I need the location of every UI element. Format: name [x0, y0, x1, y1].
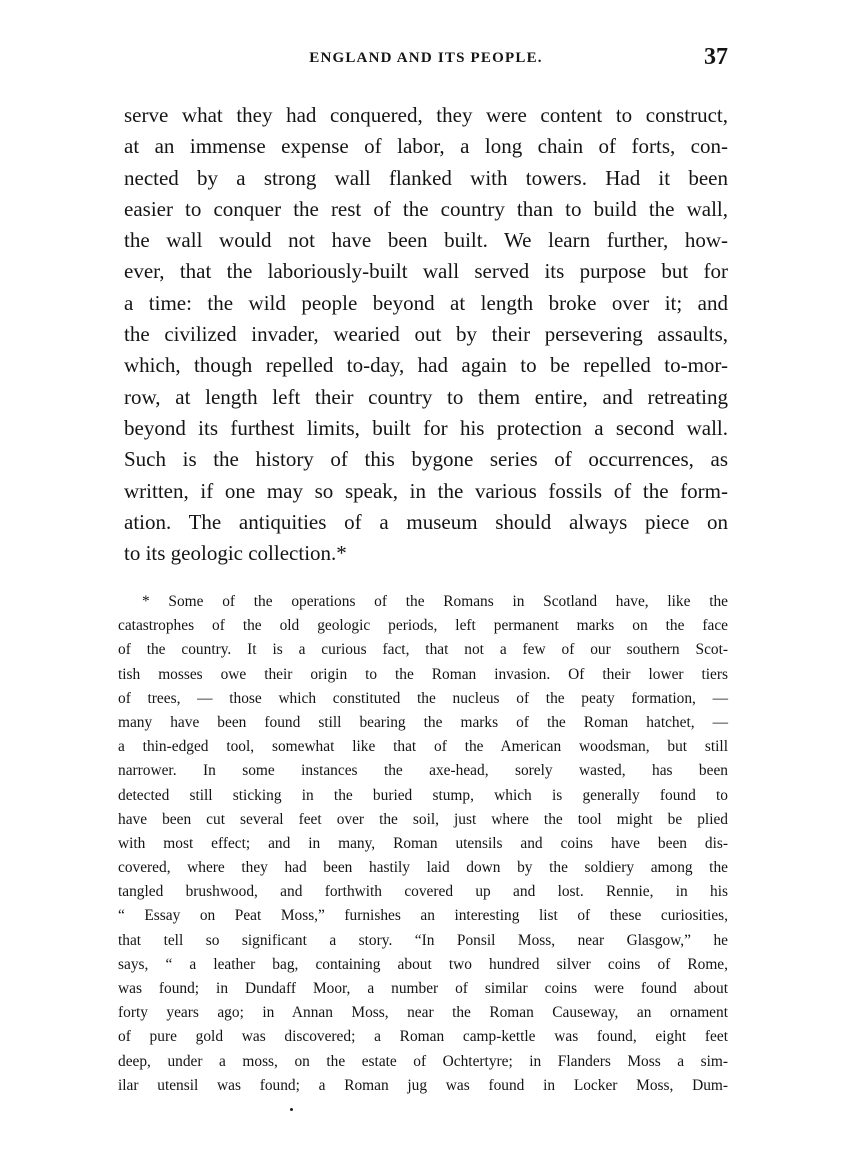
footnote-line: of the country. It is a curious fact, that not a few of our southern Scot- [118, 641, 728, 659]
body-line: Such is the history of this bygone series of occurrences, as [124, 447, 728, 472]
footnote-line: have been cut several feet over the soil, just where the tool might be plied [118, 810, 728, 828]
footnote-line: tangled brushwood, and forthwith covered up and lost. Rennie, in his [118, 883, 728, 901]
body-line: serve what they had conquered, they were content to construct, [124, 103, 728, 127]
body-line: ation. The antiquities of a museum should always piece on [124, 509, 728, 534]
footnote-line: of pure gold was discovered; a Roman camp-kettle was found, eight feet [118, 1028, 728, 1046]
body-line: a time: the wild people beyond at length broke over it; and [124, 290, 728, 315]
footnote-line: “ Essay on Peat Moss,” furnishes an interesting list of these curiosities, [118, 907, 728, 925]
body-line: row, at length left their country to them entire, and retreating [124, 384, 728, 409]
running-header [124, 44, 728, 74]
footnote-line: detected still sticking in the buried stump, which is generally found to [118, 786, 728, 804]
body-line: the wall would not have been built. We learn further, how- [124, 228, 728, 253]
footnote-line: ilar utensil was found; a Roman jug was found in Locker Moss, Dum- [118, 1076, 728, 1094]
body-line: nected by a strong wall flanked with towers. Had it been [124, 165, 728, 190]
body-line: to its geologic collection.* [124, 541, 347, 566]
body-paragraph [124, 100, 728, 569]
footnote-line: catastrophes of the old geologic periods, left permanent marks on the face [118, 617, 728, 635]
footnote-line: covered, where they had been hastily laid down by the soldiery among the [118, 859, 728, 877]
footnote-line: a thin-edged tool, somewhat like that of the American woodsman, but still [118, 738, 728, 756]
footnote-line: deep, under a moss, on the estate of Ochtertyre; in Flanders Moss a sim- [118, 1052, 728, 1070]
footnote-line: says, “ a leather bag, containing about two hundred silver coins of Rome, [118, 955, 728, 973]
footnote-line: tish mosses owe their origin to the Roman invasion. Of their lower tiers [118, 665, 728, 683]
body-line: at an immense expense of labor, a long chain of forts, con- [124, 134, 728, 159]
page-number: 37 [704, 44, 728, 70]
footnote-line: narrower. In some instances the axe-head, sorely wasted, has been [118, 762, 728, 780]
footnote-line: forty years ago; in Annan Moss, near the Roman Causeway, an ornament [118, 1004, 728, 1022]
body-line: easier to conquer the rest of the country than to build the wall, [124, 196, 728, 221]
running-title: ENGLAND AND ITS PEOPLE. [309, 50, 543, 66]
body-line: written, if one may so speak, in the various fossils of the form- [124, 478, 728, 503]
footnote-line: that tell so significant a story. “In Ponsil Moss, near Glasgow,” he [118, 931, 728, 949]
footnote-line: of trees, — those which constituted the nucleus of the peaty formation, — [118, 689, 728, 707]
footnote-line: many have been found still bearing the marks of the Roman hatchet, — [118, 713, 728, 731]
body-line: the civilized invader, wearied out by their persevering assaults, [124, 322, 728, 347]
ink-speck [290, 1108, 293, 1111]
body-line: beyond its furthest limits, built for his protection a second wall. [124, 415, 728, 440]
body-line: which, though repelled to-day, had again to be repelled to-mor- [124, 353, 728, 378]
footnote-line: * Some of the operations of the Romans in Scotland have, like the [142, 593, 728, 610]
body-line: ever, that the laboriously-built wall served its purpose but for [124, 259, 728, 284]
footnote-line: with most effect; and in many, Roman utensils and coins have been dis- [118, 834, 728, 852]
footnote [118, 590, 728, 1098]
footnote-line: was found; in Dundaff Moor, a number of similar coins were found about [118, 980, 728, 997]
